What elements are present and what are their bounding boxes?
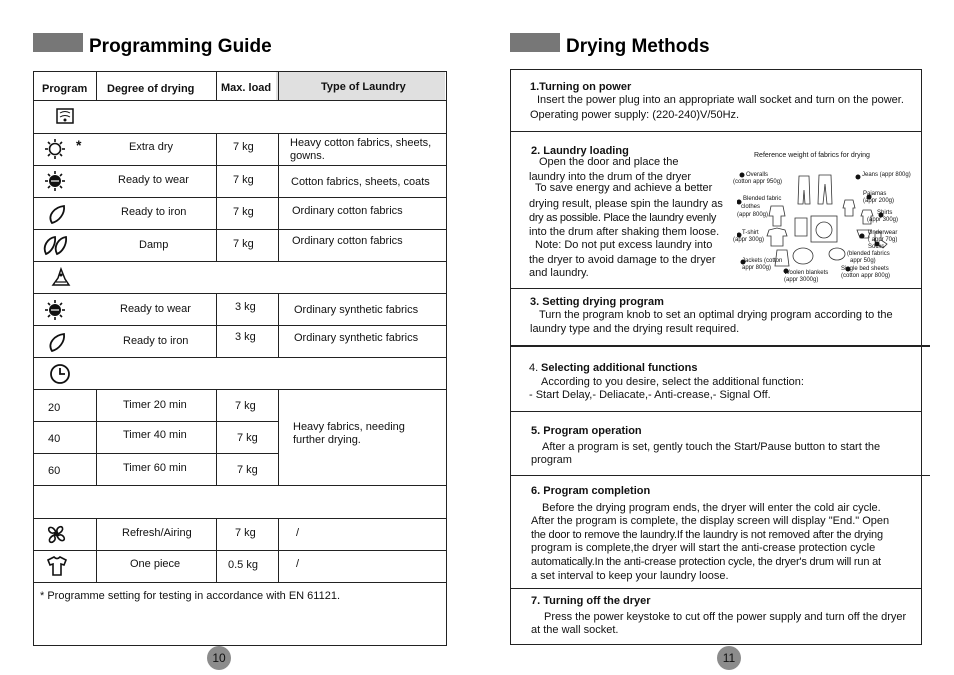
damp-icon [42,234,70,256]
col-header-type: Type of Laundry [321,81,406,93]
header-block-right [510,33,560,52]
section-1-title: 1.Turning on power [530,81,632,93]
section-5-title: 5. Program operation [531,425,642,437]
drying-methods-panel: 1.Turning on power Insert the power plug into an appropriate wall socket and turn on the power. Operating power supply: (220-240)V/50Hz. 2. Laundry loading Open the door and place the laundry into the drum of the dryer To save energy and achieve a better drying result, please spin the laundry as dry as possible. Place the laundry evenly into the drum after shaking them loose. Note: Do not put excess laundry into the dryer to avoid damage to the dryer and laundry. Reference weight of fabrics for drying Overalls (cotton appr 950g) Jeans (appr 800g) Pajamas (appr 200g) Blended fabric clothes (appr 800g) Shirts (appr 300g) T-shirt (appr 300g) Underwear ( appr 70g) Socks (blended fabrics appr 50g) Jackets (cotton appr 800g) Woolen blankets (appr 3000g) Single bed sheets (cotton appr 800g) 3. Setting drying program Turn the program knob to set an optimal drying program according to the laundry type and the drying result required. 4. Selecting additional functions According to you desire, select the additional function: - Start Delay,- Deliacate,- Anti-crease,- Signal Off. 5. Program operation After a program is set, gently touch the Start/Pause button to start the program 6. Program completion Before the drying program ends, the dryer will enter the cold air cycle. After the program is complete, the display screen will display "End." Open the door to remove the laundry.If the laundry is not removed after the drying program is complete,the dryer will start the anti-crease protection cycle automatically.In the anti-crease protection cycle, the dryer's drum will run at a set interval to keep your laundry loose. 7. Turning off the dryer Press the power keystoke to cut off the power supply and turn off the dryer at the wall socket. [510,69,922,645]
ready-to-iron-icon [46,203,68,225]
page-title-right: Drying Methods [566,36,710,57]
synthetic-icon [50,266,72,288]
section-4-title: Selecting additional functions [541,362,698,374]
header-block-left [33,33,83,52]
extra-dry-icon [44,138,66,160]
timer-icon [49,363,71,385]
table-footnote: * Programme setting for testing in accordance with EN 61121. [40,590,341,602]
synthetic-ready-to-wear-icon [44,299,66,321]
synthetic-ready-to-iron-icon [46,331,68,353]
extra-dry-mark: * [76,137,82,153]
one-piece-icon [46,555,68,577]
timer-type: Heavy fabrics, needing further drying. [293,421,405,446]
cotton-icon [54,105,76,127]
col-header-degree: Degree of drying [107,83,195,95]
col-header-program: Program [42,83,88,95]
col-header-maxload: Max. load [221,82,272,94]
section-7-title: 7. Turning off the dryer [531,595,651,607]
reference-weights-title: Reference weight of fabrics for drying [754,152,870,159]
ready-to-wear-icon [44,170,66,192]
refresh-airing-icon [45,523,67,545]
section-6-title: 6. Program completion [531,485,651,497]
page-number-right: 11 [717,646,741,670]
section-3-title: 3. Setting drying program [530,296,664,308]
page-number-left: 10 [207,646,231,670]
section-2-title: 2. Laundry loading [531,145,629,157]
programming-table: Program Degree of drying Max. load Type of Laundry * Extra dry 7 kg Heavy cotton fabrics, sheets, gowns. Ready to wear 7 kg Cotton fabrics, sheets, coats Ready to iron 7 kg Ordinary cotton fabrics Damp 7 kg Ordinary cotton fabrics Ready to wear 3 kg Ordinary synthetic fabrics Ready to iron 3 kg Ordinary synthetic fabrics 20 Timer 20 min 7 kg 40 Timer 40 min 7 kg 60 Timer 60 min 7 kg Heavy fabrics, needing further drying. Refresh/Airing 7 kg / One piece 0.5 kg / * Programme setting for testing in accordance with EN 61121. [33,71,447,646]
page-title-left: Programming Guide [89,36,272,57]
